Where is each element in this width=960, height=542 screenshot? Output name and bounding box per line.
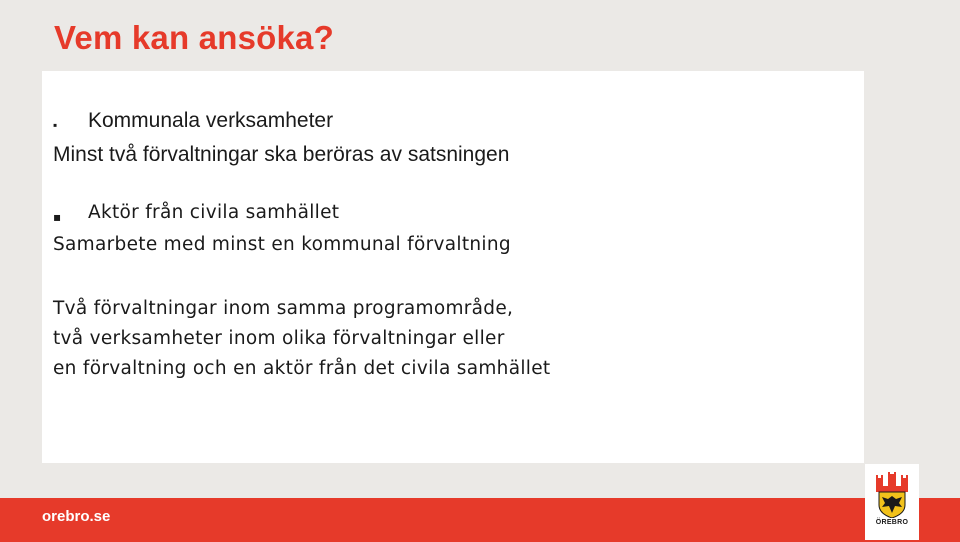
- section-heading: Kommunala verksamheter: [88, 109, 334, 132]
- combination-line: Två förvaltningar inom samma programområde,: [53, 298, 514, 319]
- section-combinations: [53, 294, 550, 384]
- bullet-icon: ▪: [53, 210, 62, 224]
- section-detail: Samarbete med minst en kommunal förvaltning: [53, 234, 511, 255]
- bullet-item-municipal: [53, 104, 509, 138]
- section-detail: Minst två förvaltningar ska beröras av satsningen: [53, 143, 510, 166]
- footer-bar: [0, 498, 960, 542]
- combination-line: två verksamheter inom olika förvaltningar eller: [53, 328, 505, 349]
- combination-line: en förvaltning och en aktör från det civila samhället: [53, 358, 551, 379]
- coat-of-arms-icon: [874, 472, 910, 518]
- section-heading: Aktör från civila samhället: [88, 202, 340, 223]
- bullet-icon: ▪: [53, 118, 58, 132]
- orebro-logo: [865, 464, 919, 540]
- section-municipal: [53, 104, 509, 172]
- logo-text: ÖREBRO: [875, 519, 909, 526]
- slide-title: Vem kan ansöka?: [54, 19, 334, 56]
- section-civil-society: [53, 197, 511, 261]
- footer-website-link[interactable]: orebro.se: [42, 508, 111, 525]
- bullet-item-civil-society: [53, 197, 511, 229]
